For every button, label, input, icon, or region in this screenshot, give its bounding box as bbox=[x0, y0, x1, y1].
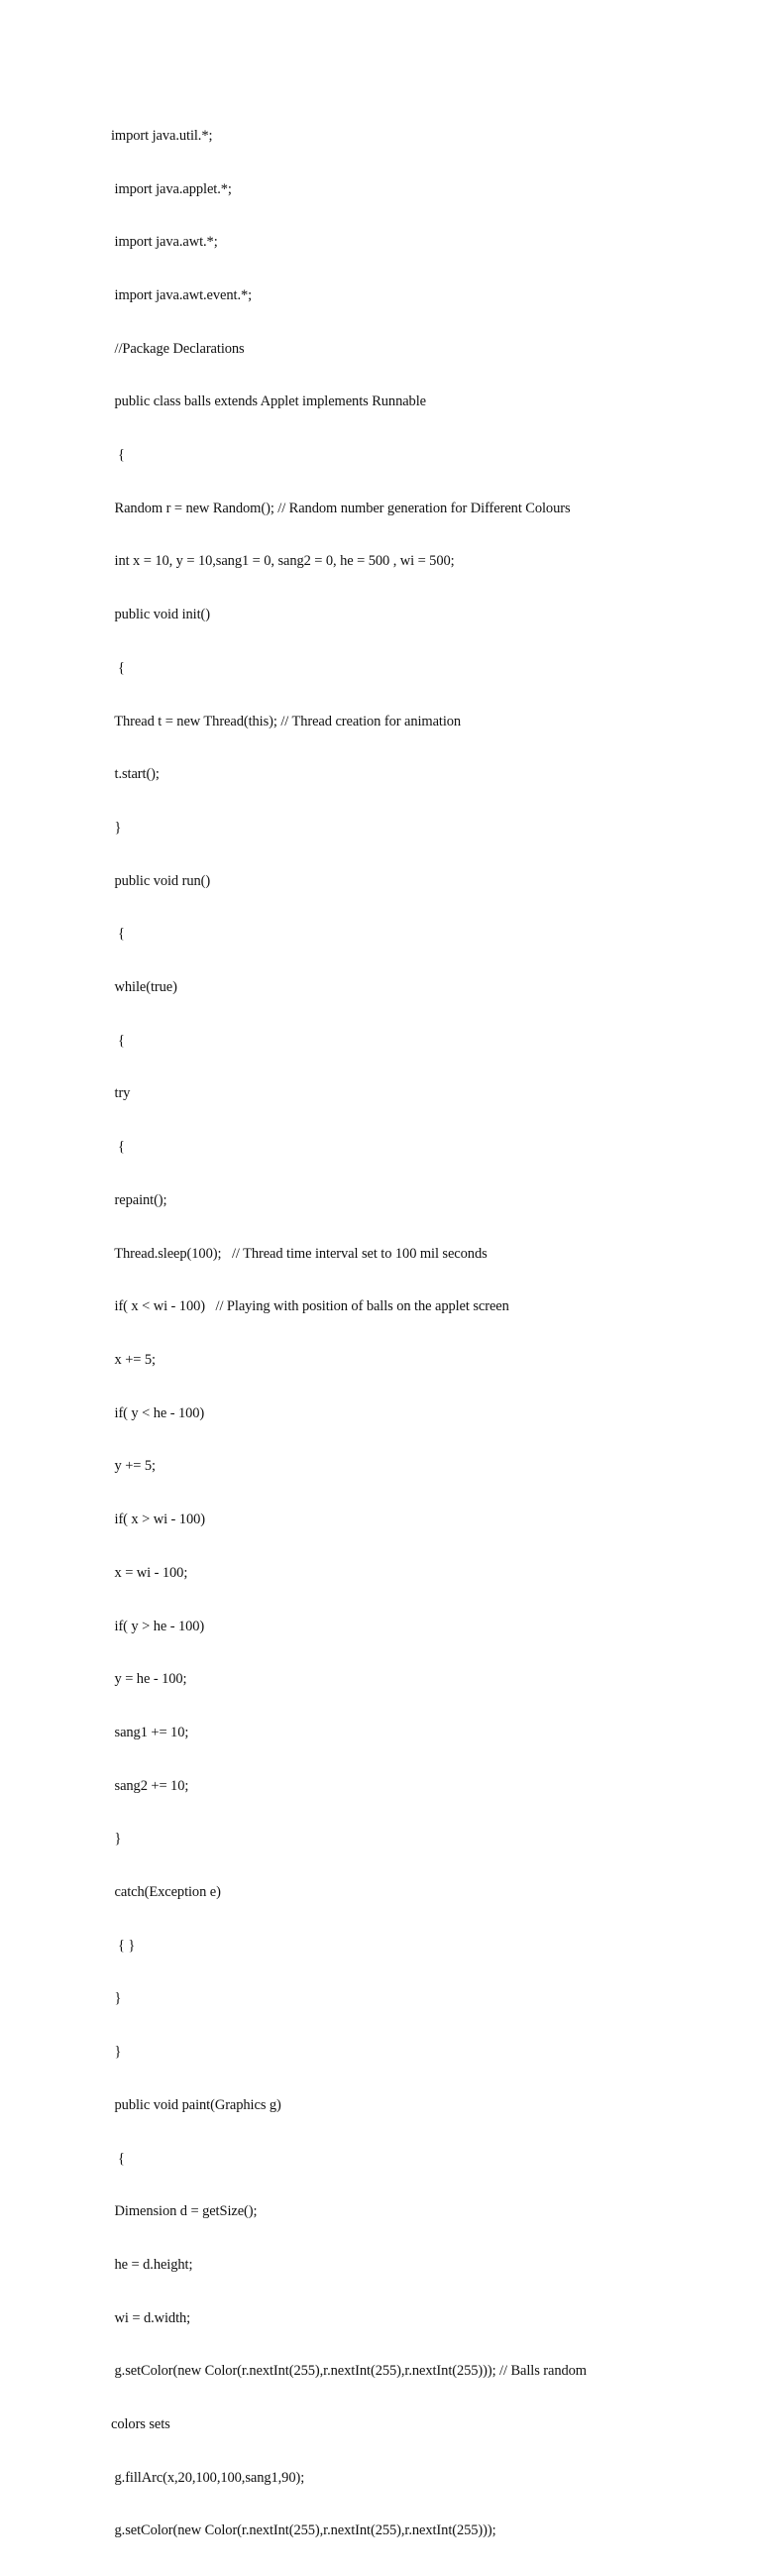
code-line: sang1 += 10; bbox=[111, 1724, 189, 1740]
code-line: t.start(); bbox=[111, 766, 160, 783]
code-line: import java.awt.event.*; bbox=[111, 286, 253, 303]
code-line: public void init() bbox=[111, 607, 210, 623]
code-line: { bbox=[111, 447, 125, 464]
code-line: if( x < wi - 100) // Playing with position of balls on the applet screen bbox=[111, 1298, 509, 1315]
code-line: if( x > wi - 100) bbox=[111, 1512, 205, 1528]
code-line: wi = d.width; bbox=[111, 2309, 191, 2326]
code-line: catch(Exception e) bbox=[111, 1884, 221, 1901]
code-line: } bbox=[111, 1831, 122, 1848]
code-line: import java.applet.*; bbox=[111, 180, 232, 197]
code-line: } bbox=[111, 2044, 122, 2061]
code-line: sang2 += 10; bbox=[111, 1777, 189, 1794]
code-line: y = he - 100; bbox=[111, 1671, 187, 1688]
code-line: g.setColor(new Color(r.nextInt(255),r.nextInt(255),r.nextInt(255))); // Balls random bbox=[111, 2363, 587, 2380]
code-line: try bbox=[111, 1085, 131, 1102]
code-line: } bbox=[111, 1990, 122, 2007]
code-line: { bbox=[111, 659, 125, 676]
code-line: { bbox=[111, 2150, 125, 2167]
code-line: g.setColor(new Color(r.nextInt(255),r.nextInt(255),r.nextInt(255))); bbox=[111, 2522, 496, 2539]
code-line: Random r = new Random(); // Random number generation for Different Colours bbox=[111, 500, 571, 516]
code-line: he = d.height; bbox=[111, 2256, 193, 2273]
code-line: public void paint(Graphics g) bbox=[111, 2096, 281, 2113]
code-line: { bbox=[111, 1032, 125, 1049]
code-line: //Package Declarations bbox=[111, 340, 245, 357]
code-line: import java.awt.*; bbox=[111, 234, 218, 251]
code-line: colors sets bbox=[111, 2416, 170, 2433]
code-line: if( y < he - 100) bbox=[111, 1404, 205, 1421]
code-line: Thread.sleep(100); // Thread time interval set to 100 mil seconds bbox=[111, 1245, 488, 1262]
code-line: { bbox=[111, 1139, 125, 1156]
code-line: while(true) bbox=[111, 979, 177, 996]
code-line: repaint(); bbox=[111, 1191, 167, 1208]
code-line: public class balls extends Applet implements Runnable bbox=[111, 393, 426, 410]
code-line: { } bbox=[111, 1937, 136, 1954]
code-line: x = wi - 100; bbox=[111, 1564, 188, 1581]
code-line: g.fillArc(x,20,100,100,sang1,90); bbox=[111, 2469, 305, 2486]
code-line: int x = 10, y = 10,sang1 = 0, sang2 = 0, he = 500 , wi = 500; bbox=[111, 553, 455, 570]
code-line: { bbox=[111, 926, 125, 943]
code-line: if( y > he - 100) bbox=[111, 1618, 205, 1634]
code-line: } bbox=[111, 819, 122, 836]
code-line: x += 5; bbox=[111, 1351, 156, 1368]
code-line: import java.util.*; bbox=[111, 127, 213, 144]
code-line: y += 5; bbox=[111, 1458, 156, 1475]
code-line: Thread t = new Thread(this); // Thread creation for animation bbox=[111, 713, 462, 729]
code-listing bbox=[111, 92, 725, 2576]
code-line: public void run() bbox=[111, 872, 211, 889]
code-line: Dimension d = getSize(); bbox=[111, 2203, 258, 2220]
